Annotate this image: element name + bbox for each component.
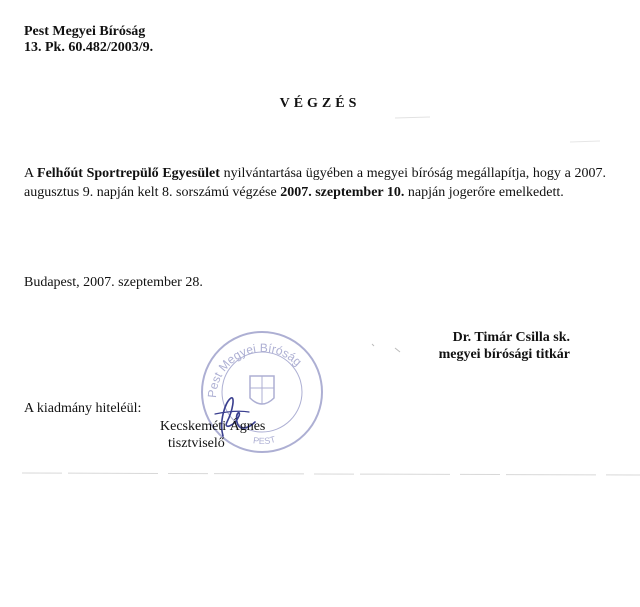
effective-date: 2007. szeptember 10. <box>280 185 405 200</box>
organization-name: Felhőút Sportrepülő Egyesület <box>37 166 220 181</box>
body-text-part1: A <box>24 166 38 181</box>
authentication-label: A kiadmány hiteléül: <box>24 401 142 416</box>
signer-name: Dr. Timár Csilla sk. <box>452 330 570 345</box>
body-text-part2: nyilvántartása ügyében a megyei bíróság megállapítja, hogy a 2007. augusztus 9. napján kelt 8. sorszámú végzése <box>24 166 606 200</box>
seal-text: Pest Megyei Bíróság <box>204 340 305 399</box>
document-title: VÉGZÉS <box>279 96 361 111</box>
seal-bottom-text: PEST <box>252 434 277 447</box>
court-header <box>24 24 153 56</box>
authentication-block <box>160 418 265 452</box>
place-and-date: Budapest, 2007. szeptember 28. <box>24 275 203 290</box>
signer-block <box>400 329 570 363</box>
authenticator-role: tisztviselő <box>168 436 225 451</box>
authenticator-name: Kecskeméti Ágnes <box>160 419 266 434</box>
court-name: Pest Megyei Bíróság <box>24 24 146 39</box>
signer-title: megyei bírósági titkár <box>438 347 570 362</box>
decision-paragraph <box>24 164 606 202</box>
case-number: 13. Pk. 60.482/2003/9. <box>24 40 154 55</box>
body-text-part3: napján jogerőre emelkedett. <box>404 185 564 200</box>
